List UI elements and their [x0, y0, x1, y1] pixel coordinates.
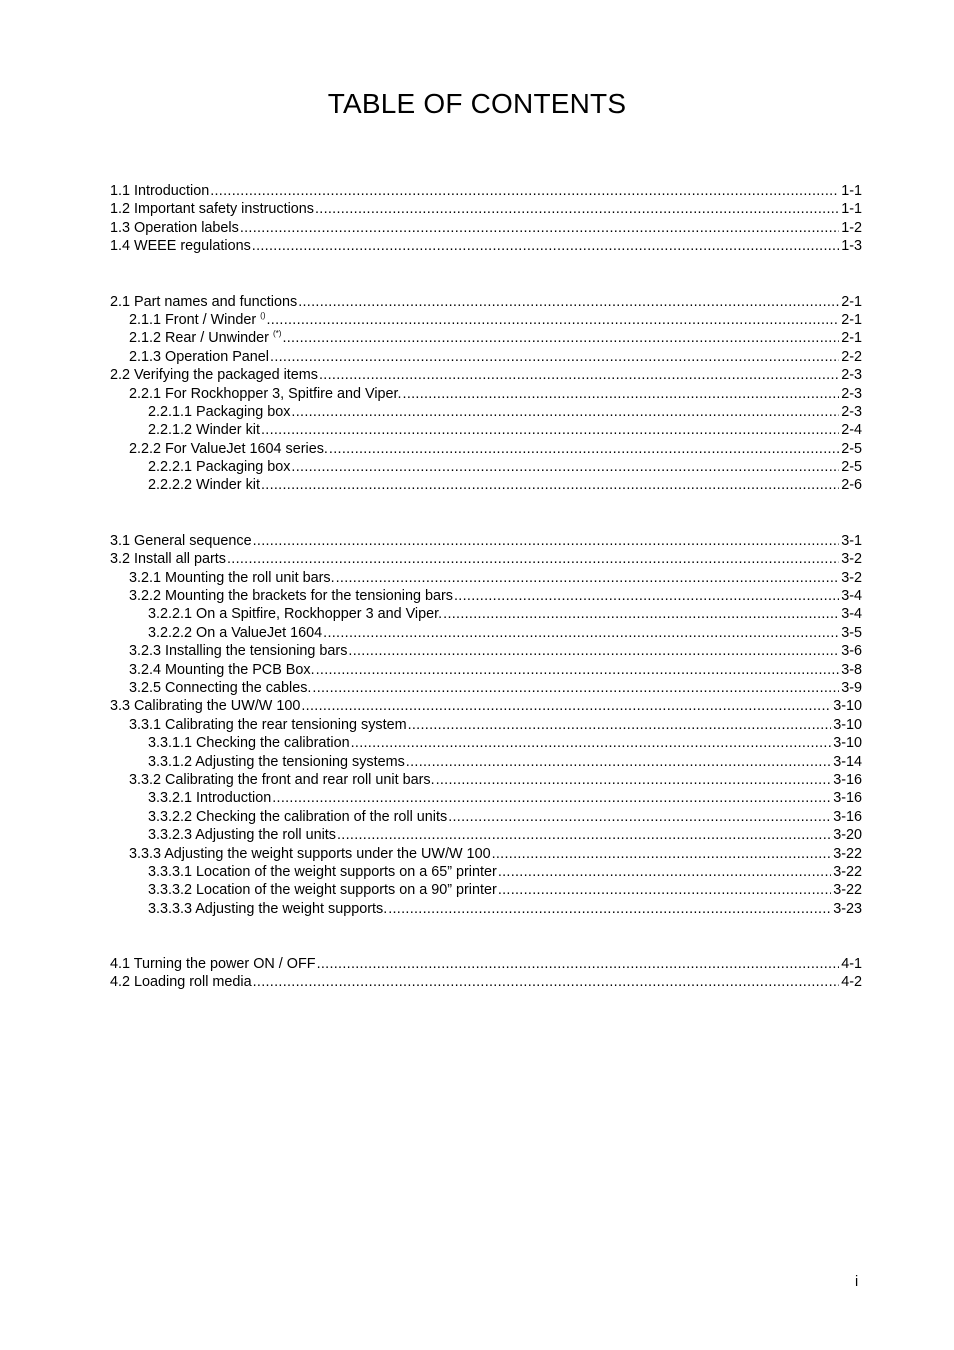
toc-entry-label: [148, 734, 350, 752]
toc-entry-page: 3-22: [833, 882, 862, 899]
toc-entry-title: 2.1 Part names and functions: [110, 293, 298, 310]
toc-entry-title: 2.2.1.2 Winder kit: [148, 422, 260, 439]
dot-leader: [253, 973, 840, 991]
toc-entry-page: 2-3: [841, 385, 862, 402]
toc-entry-label: [148, 476, 260, 494]
dot-leader: [316, 661, 840, 679]
toc-section: [110, 293, 862, 495]
toc-entry-title: 3.3.2.3 Adjusting the roll units: [148, 827, 336, 844]
toc-entry[interactable]: [110, 458, 862, 476]
toc-entry-page: 3-4: [841, 606, 862, 623]
toc-entry[interactable]: [110, 421, 862, 439]
toc-entry-title: 2.2.2.2 Winder kit: [148, 477, 260, 494]
toc-entry-page: 3-2: [841, 569, 862, 586]
dot-leader: [240, 219, 839, 237]
toc-entry-title: 2.1.3 Operation Panel: [129, 348, 270, 365]
toc-entry[interactable]: [110, 716, 862, 734]
toc-entry[interactable]: [110, 624, 862, 642]
toc-entry-page: 1-2: [841, 219, 862, 236]
toc-entry-title: 2.2.2.1 Packaging box: [148, 459, 291, 476]
table-of-contents: [110, 182, 862, 992]
toc-entry-page: 2-5: [841, 440, 862, 457]
toc-entry-page: 4-1: [841, 956, 862, 973]
dot-leader: [298, 293, 839, 311]
toc-entry[interactable]: [110, 569, 862, 587]
toc-entry[interactable]: [110, 789, 862, 807]
toc-entry-label: [129, 348, 269, 366]
toc-entry-page: 3-23: [833, 900, 862, 917]
toc-entry-label: [129, 716, 407, 734]
toc-entry-page: 2-1: [841, 311, 862, 328]
toc-entry-label: [129, 329, 281, 347]
toc-entry-page: 1-1: [841, 183, 862, 199]
dot-leader: [443, 605, 839, 623]
toc-entry-label: [129, 440, 328, 458]
toc-entry[interactable]: [110, 348, 862, 366]
dot-leader: [492, 845, 832, 863]
dot-leader: [317, 955, 840, 973]
dot-leader: [408, 716, 832, 734]
toc-entry-label: [110, 955, 316, 973]
dot-leader: [270, 348, 839, 366]
dot-leader: [498, 863, 831, 881]
toc-entry-title: 3.2.2 Mounting the brackets for the tensioning bars: [129, 588, 453, 605]
toc-entry-label: [129, 642, 347, 660]
toc-entry[interactable]: [110, 734, 862, 752]
toc-entry[interactable]: [110, 955, 862, 973]
toc-entry-page: 2-6: [841, 477, 862, 494]
toc-entry-label: [110, 200, 314, 218]
toc-entry[interactable]: [110, 753, 862, 771]
toc-entry-title: 3.3.3.3 Adjusting the weight supports.: [148, 900, 388, 917]
toc-entry-label: [148, 421, 260, 439]
toc-entry-label: [129, 661, 315, 679]
toc-entry-label: [129, 679, 311, 697]
toc-entry-title: 3.2 Install all parts: [110, 551, 226, 568]
dot-leader: [261, 421, 839, 439]
toc-entry-label: [129, 771, 435, 789]
toc-entry-page: 3-1: [841, 532, 862, 549]
toc-entry-page: 3-8: [841, 661, 862, 678]
toc-entry[interactable]: [110, 863, 862, 881]
toc-entry-title: 3.3.2.1 Introduction: [148, 790, 272, 807]
toc-entry-label: [110, 697, 300, 715]
toc-entry-page: 3-6: [841, 643, 862, 660]
dot-leader: [454, 587, 839, 605]
toc-entry-label: [148, 900, 387, 918]
toc-entry[interactable]: [110, 881, 862, 899]
toc-entry[interactable]: [110, 329, 862, 347]
toc-entry-page: 2-1: [841, 293, 862, 310]
dot-leader: [403, 385, 840, 403]
dot-leader: [498, 881, 831, 899]
dot-leader: [336, 569, 840, 587]
toc-entry[interactable]: [110, 642, 862, 660]
dot-leader: [448, 808, 831, 826]
toc-entry-page: 3-22: [833, 845, 862, 862]
toc-entry-page: 2-3: [841, 367, 862, 384]
dot-leader: [388, 900, 831, 918]
dot-leader: [253, 532, 840, 550]
toc-entry[interactable]: [110, 808, 862, 826]
toc-entry-title: 3.3.1.1 Checking the calibration: [148, 735, 350, 752]
dot-leader: [210, 182, 839, 200]
dot-leader: [348, 642, 839, 660]
toc-entry[interactable]: [110, 385, 862, 403]
dot-leader: [315, 200, 839, 218]
toc-entry-title: 4.1 Turning the power ON / OFF: [110, 956, 316, 973]
toc-entry-title: 3.3.2 Calibrating the front and rear roll unit bars.: [129, 771, 435, 788]
toc-entry-label: [129, 587, 453, 605]
toc-entry-title: 3.2.4 Mounting the PCB Box.: [129, 661, 315, 678]
toc-entry-label: [148, 458, 290, 476]
toc-entry[interactable]: [110, 679, 862, 697]
dot-leader: [436, 771, 832, 789]
toc-entry-label: [148, 403, 290, 421]
toc-entry-label: [129, 311, 266, 329]
toc-entry-page: 3-2: [841, 551, 862, 568]
toc-entry-title: 3.3.1.2 Adjusting the tensioning systems: [148, 753, 405, 770]
toc-entry-title: 2.2 Verifying the packaged items: [110, 367, 318, 384]
toc-entry-page: 3-22: [833, 863, 862, 880]
toc-entry-title: 1.3 Operation labels: [110, 219, 239, 236]
toc-entry-label: [110, 532, 252, 550]
toc-entry[interactable]: [110, 771, 862, 789]
toc-entry-label: [129, 385, 402, 403]
toc-entry[interactable]: [110, 532, 862, 550]
toc-entry-page: 2-5: [841, 459, 862, 476]
dot-leader: [282, 329, 839, 347]
toc-entry-label: [110, 973, 252, 991]
toc-entry-page: 2-3: [841, 403, 862, 420]
toc-entry-page: 2-4: [841, 422, 862, 439]
toc-entry-label: [110, 182, 209, 200]
toc-entry-title: 2.1.1 Front / Winder: [129, 311, 257, 328]
toc-entry[interactable]: [110, 311, 862, 329]
toc-section: [110, 532, 862, 918]
toc-entry-title: 3.3.2.2 Checking the calibration of the roll units: [148, 808, 448, 825]
toc-entry-title: 3.2.5 Connecting the cables.: [129, 679, 312, 696]
toc-entry[interactable]: [110, 440, 862, 458]
toc-entry-title: 3.3.1 Calibrating the rear tensioning system: [129, 716, 407, 733]
dot-leader: [291, 403, 839, 421]
toc-entry-label: [148, 826, 336, 844]
toc-entry-title: 2.2.1.1 Packaging box: [148, 403, 291, 420]
page-title: TABLE OF CONTENTS: [327, 88, 627, 119]
dot-leader: [272, 789, 831, 807]
toc-entry-title: 3.3.3 Adjusting the weight supports under the UW/W 100: [129, 845, 491, 862]
toc-entry[interactable]: [110, 237, 862, 255]
toc-entry-title: 3.2.3 Installing the tensioning bars: [129, 643, 348, 660]
toc-entry-label: [129, 845, 491, 863]
toc-entry-title: 1.4 WEEE regulations: [110, 238, 251, 255]
toc-entry-footnote-mark: (): [260, 310, 266, 320]
toc-entry-title: 3.1 General sequence: [110, 532, 252, 549]
toc-entry-page: 3-14: [833, 753, 862, 770]
toc-entry[interactable]: [110, 845, 862, 863]
toc-entry-footnote-mark: (*): [272, 329, 282, 339]
dot-leader: [261, 476, 839, 494]
dot-leader: [267, 311, 840, 329]
dot-leader: [291, 458, 839, 476]
section-gap: [110, 495, 862, 532]
toc-entry-page: 3-9: [841, 679, 862, 696]
toc-entry-label: [110, 293, 297, 311]
toc-entry[interactable]: [110, 973, 862, 991]
dot-leader: [329, 440, 839, 458]
dot-leader: [312, 679, 839, 697]
toc-entry-title: 2.2.1 For Rockhopper 3, Spitfire and Viper.: [129, 385, 402, 402]
toc-entry-label: [148, 863, 497, 881]
toc-entry-title: 4.2 Loading roll media: [110, 974, 252, 991]
toc-entry[interactable]: [110, 366, 862, 384]
dot-leader: [319, 366, 839, 384]
toc-entry[interactable]: [110, 182, 862, 200]
toc-entry-label: [148, 789, 271, 807]
toc-entry[interactable]: [110, 661, 862, 679]
toc-entry[interactable]: [110, 403, 862, 421]
toc-entry-label: [110, 237, 251, 255]
toc-entry-page: 2-1: [841, 330, 862, 347]
toc-entry-page: 3-16: [833, 808, 862, 825]
section-gap: [110, 256, 862, 293]
section-gap: [110, 918, 862, 955]
toc-entry-page: 1-3: [841, 238, 862, 255]
toc-entry[interactable]: [110, 900, 862, 918]
toc-entry-title: 3.3.3.1 Location of the weight supports on a 65” printer: [148, 863, 497, 880]
toc-entry-page: 3-4: [841, 588, 862, 605]
page-number: i: [855, 1274, 859, 1290]
toc-section: [110, 182, 862, 256]
toc-entry-label: [110, 366, 318, 384]
toc-entry[interactable]: [110, 293, 862, 311]
toc-entry-label: [148, 753, 405, 771]
toc-entry-page: 1-1: [841, 201, 862, 218]
toc-entry[interactable]: [110, 587, 862, 605]
dot-leader: [337, 826, 831, 844]
toc-entry-label: [110, 550, 226, 568]
toc-entry-label: [148, 624, 322, 642]
toc-entry[interactable]: [110, 550, 862, 568]
toc-entry[interactable]: [110, 200, 862, 218]
toc-entry-title: 3.3 Calibrating the UW/W 100: [110, 698, 301, 715]
toc-entry-label: [148, 605, 442, 623]
toc-entry-title: 1.2 Important safety instructions: [110, 201, 314, 218]
toc-entry-label: [148, 881, 497, 899]
toc-entry-title: 3.2.2.2 On a ValueJet 1604: [148, 624, 323, 641]
toc-entry-page: 2-2: [841, 348, 862, 365]
toc-entry-page: 3-5: [841, 624, 862, 641]
dot-leader: [406, 753, 831, 771]
dot-leader: [323, 624, 839, 642]
toc-entry-page: 3-10: [833, 735, 862, 752]
toc-entry-title: 3.2.2.1 On a Spitfire, Rockhopper 3 and Viper.: [148, 606, 443, 623]
toc-entry[interactable]: [110, 605, 862, 623]
toc-entry[interactable]: [110, 826, 862, 844]
dot-leader: [227, 550, 839, 568]
toc-entry-title: 2.1.2 Rear / Unwinder: [129, 330, 269, 347]
dot-leader: [351, 734, 832, 752]
toc-entry[interactable]: [110, 697, 862, 715]
toc-entry-page: 3-16: [833, 790, 862, 807]
toc-section: [110, 955, 862, 992]
dot-leader: [301, 697, 831, 715]
dot-leader: [252, 237, 839, 255]
toc-entry-title: 3.3.3.2 Location of the weight supports on a 90” printer: [148, 882, 497, 899]
toc-entry-title: 3.2.1 Mounting the roll unit bars.: [129, 569, 335, 586]
toc-entry-title: 2.2.2 For ValueJet 1604 series.: [129, 440, 328, 457]
toc-entry[interactable]: [110, 476, 862, 494]
toc-entry-page: 3-16: [833, 771, 862, 788]
toc-entry[interactable]: [110, 219, 862, 237]
toc-entry-label: [148, 808, 447, 826]
toc-entry-page: 3-20: [833, 827, 862, 844]
toc-entry-page: 4-2: [841, 974, 862, 991]
toc-entry-page: 3-10: [833, 698, 862, 715]
toc-entry-title: 1.1 Introduction: [110, 183, 210, 199]
toc-entry-page: 3-10: [833, 716, 862, 733]
toc-entry-label: [129, 569, 335, 587]
toc-entry-label: [110, 219, 239, 237]
